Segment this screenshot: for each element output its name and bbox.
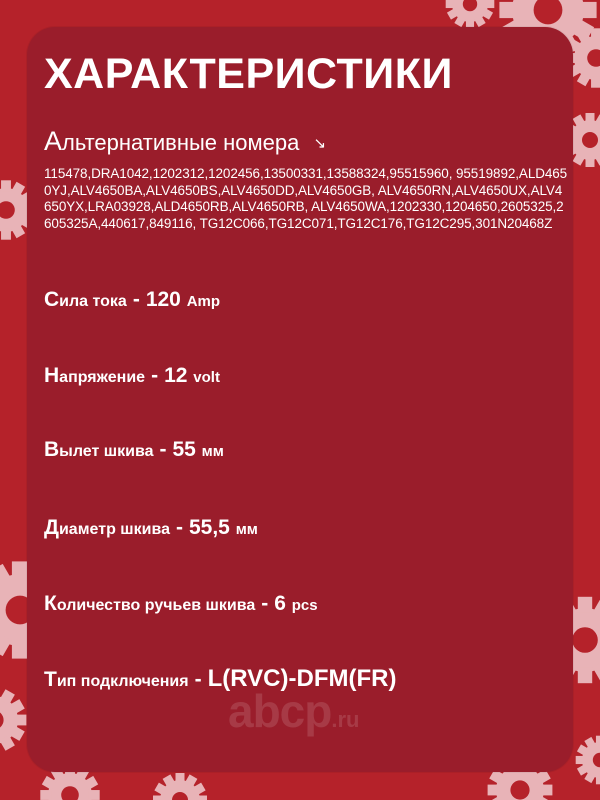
spec-separator: -: [159, 438, 167, 461]
spec-label: ылет шкива: [59, 443, 154, 460]
spec-separator: -: [175, 516, 183, 539]
spec-voltage: [44, 364, 220, 388]
spec-label-first: Н: [44, 364, 60, 387]
spec-label: ила тока: [59, 293, 127, 310]
spec-separator: -: [132, 288, 140, 311]
alternate-numbers-heading: [44, 126, 326, 157]
spec-separator: -: [194, 668, 202, 691]
spec-separator: -: [151, 364, 159, 387]
spec-current: [44, 288, 220, 312]
spec-unit: Amp: [186, 293, 221, 310]
spec-unit: мм: [235, 521, 258, 538]
page-title: ХАРАКТЕРИСТИКИ: [44, 50, 453, 98]
alternate-numbers-list: 115478,DRA1042,1202312,1202456,13500331,13588324,95515960, 95519892,ALD4650YJ,ALV4650BA,ALV4650BS,ALV4650DD,ALV4650GB, ALV4650RN,ALV4650UX,ALV4650YX,LRA03928,ALD4650RB,ALV4650RB, ALV4650WA,1202330,1204650,2605325,2605325A,440617,849116, TG12C066,TG12C071,TG12C176,TG12C295,301N20468Z: [44, 166, 568, 231]
spec-value: L(RVC)-DFM(FR): [207, 665, 397, 692]
spec-separator: -: [261, 592, 269, 615]
spec-label: иаметр шкива: [58, 521, 170, 538]
alternate-heading-first: А: [44, 126, 63, 156]
spec-value: 12: [164, 364, 188, 387]
spec-label-first: Т: [44, 668, 57, 691]
spec-groove-count: [44, 592, 318, 616]
spec-value: 6: [274, 592, 286, 615]
spec-label: апряжение: [59, 369, 146, 386]
spec-label: ип подключения: [56, 673, 189, 690]
arrow-down-right-icon: ↘: [313, 135, 327, 152]
spec-label-first: К: [44, 592, 57, 615]
spec-pulley-diameter: [44, 516, 258, 540]
spec-value: 55,5: [188, 516, 230, 539]
watermark-main: abcp: [228, 685, 332, 737]
spec-label-first: Д: [44, 516, 59, 539]
spec-value: 120: [145, 288, 181, 311]
watermark-domain: .ru: [331, 707, 360, 732]
spec-unit: pcs: [291, 597, 318, 614]
spec-unit: мм: [201, 443, 224, 460]
spec-pulley-offset: [44, 438, 224, 462]
alternate-heading-rest: льтернативные номера: [62, 130, 300, 155]
spec-label-first: В: [44, 438, 60, 461]
spec-unit: volt: [193, 369, 220, 386]
abcp-watermark: [228, 684, 360, 738]
spec-label: оличество ручьев шкива: [56, 597, 256, 614]
spec-label-first: С: [44, 288, 60, 311]
spec-value: 55: [172, 438, 196, 461]
